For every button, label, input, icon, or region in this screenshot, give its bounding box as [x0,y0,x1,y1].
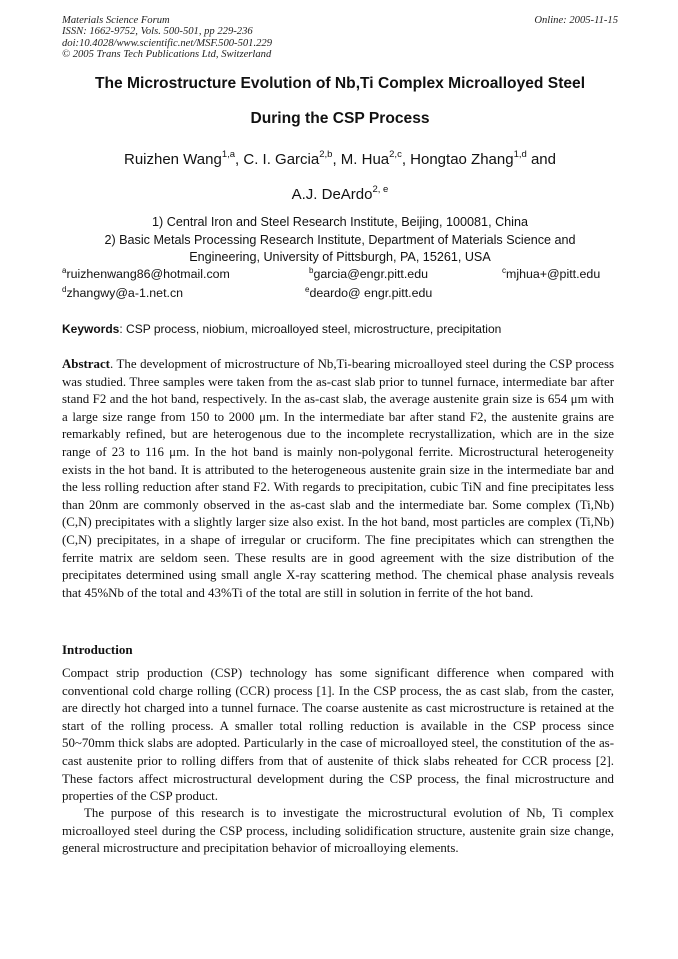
doi-line[interactable]: doi:10.4028/www.scientific.net/MSF.500-501.229 [62,37,272,49]
section-heading-introduction: Introduction [62,642,133,657]
email-mark: b [309,266,314,275]
author-affiliation-mark: 1,a [221,149,236,160]
email-mark: d [62,285,67,294]
author-name: A.J. DeArdo [291,186,373,203]
online-date: Online: 2005-11-15 [534,15,618,26]
email-row-2 [62,285,618,302]
introduction-paragraph-1: Compact strip production (CSP) technology has some significant difference when compared with conventional cold charge rolling (CCR) process [1]. In the CSP process, the as cast slab, from the caster, are directly hot charged into a tunnel furnace. The coarse austenite as cast microstructure is retained at the start of the rolling process. A smaller total rolling reduction is available in the CSP process since 50~70mm thick slabs are adopted. Particularly in the case of microalloyed steel, the constitution of the as-cast austenite prior to rolling differs from that of austenite of thick slabs reheated for CCR process [2]. These factors affect microstructural development during the CSP process, the final microstructure and properties of the CSP product. [62,666,614,804]
email-address: zhangwy@a-1.net.cn [66,286,184,300]
introduction-paragraph-2: The purpose of this research is to investigate the microstructural evolution of Nb, Ti complex microalloyed steel during the CSP process, including solidification structure, austenite grain size change, general microstructure and precipitation behavior of microalloying elements. [62,806,614,856]
author-affiliation-mark: 2,c [389,149,402,160]
abstract-label: Abstract [62,357,110,371]
email-address: deardo@ engr.pitt.edu [309,286,433,300]
email-e[interactable] [305,285,432,302]
issn-line: ISSN: 1662-9752, Vols. 500-501, pp 229-236 [62,26,253,38]
email-address: garcia@engr.pitt.edu [313,267,428,281]
author-name: , Hongtao Zhang [401,151,514,168]
email-mark: a [62,266,67,275]
copyright-line: © 2005 Trans Tech Publications Ltd, Switzerland [62,49,272,61]
author-list-line-2 [62,186,618,204]
affiliation-2-line-2: Engineering, University of Pittsburgh, PA, 15261, USA [189,250,491,264]
email-address: mjhua+@pitt.edu [506,267,601,281]
author-name: Ruizhen Wang [123,151,222,168]
keywords-label: Keywords [62,322,120,336]
email-d[interactable] [62,285,183,302]
paper-title-line-2: During the CSP Process [250,110,430,127]
journal-header [62,15,618,61]
author-affiliation-mark: 1,d [513,149,527,160]
author-conjunction: and [526,151,556,168]
email-b[interactable] [309,266,428,283]
email-mark: c [502,266,506,275]
keywords-text: : CSP process, niobium, microalloyed steel, microstructure, precipitation [119,322,502,336]
journal-name: Materials Science Forum [62,15,170,26]
author-affiliation-mark: 2,b [319,149,333,160]
author-affiliation-mark: 2, e [372,184,389,195]
affiliation-2-line-1: 2) Basic Metals Processing Research Institute, Department of Materials Science and [104,233,576,247]
author-list-line-1 [62,151,618,169]
abstract-paragraph [62,356,614,602]
paper-title-line-1: The Microstructure Evolution of Nb,Ti Complex Microalloyed Steel [94,75,586,92]
email-address: ruizhenwang86@hotmail.com [66,267,230,281]
email-row-1 [62,266,618,283]
email-a[interactable] [62,266,230,283]
email-mark: e [305,285,310,294]
affiliation-1: 1) Central Iron and Steel Research Institute, Beijing, 100081, China [152,215,528,229]
email-c[interactable] [502,266,600,283]
author-name: , M. Hua [332,151,390,168]
author-name: , C. I. Garcia [235,151,320,168]
keywords-line [62,321,618,337]
abstract-text: . The development of microstructure of Nb,Ti-bearing microalloyed steel during the CSP process was studied. Three samples were taken from the as-cast slab prior to tunnel furnace, intermediate bar after stand F2 and the hot band, respectively. In the as-cast slab, the average austenite grain size is 654 μm with a large size range from 150 to 2000 μm. In the intermediate bar after stand F2, the austenite grains are remarkably refined, but are heterogenous due to the incomplete recrystallization, which are in the size range of 23 to 116 μm. In the hot band is mainly non-polygonal ferrite. Microstructural heterogeneity exists in the hot band. It is attributed to the heterogeneous austenite grain size in the intermediate bar and the less rolling reduction after stand F2. With regards to precipitation, cubic TiN and fine precipitates less than 20nm are commonly observed in the as-cast slab and the intermediate bar. Some complex (Ti,Nb)(C,N) precipitates with a slightly larger size also exist. In the hot band, most particles are complex (Ti,Nb)(C,N) precipitates, in a shape of irregular or cruciform. The fine precipitates which can strengthen the ferrite matrix are seldom seen. These results are in good agreement with the size distribution of the precipitates determined using small angle X-ray scattering method. The chemical phase analysis reveals that 45%Nb of the total and 43%Ti of the total are still in solution in ferrite of the hot band. [62,357,614,600]
